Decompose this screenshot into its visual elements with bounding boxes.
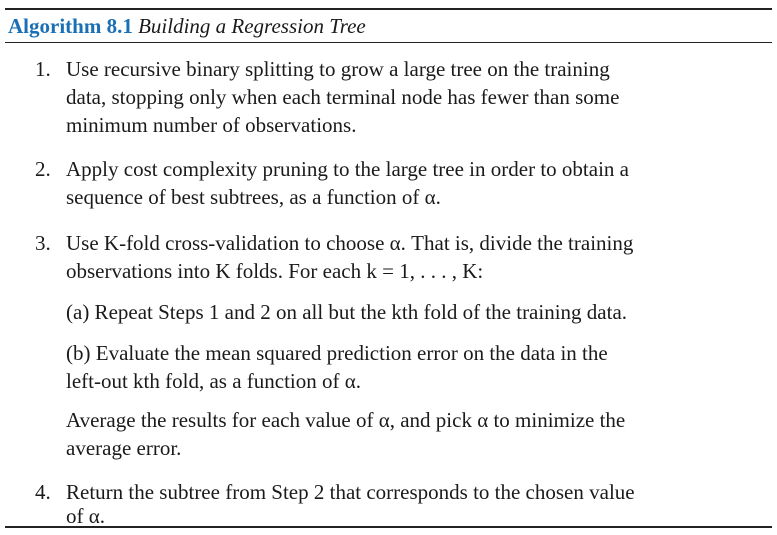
header-rule	[5, 42, 772, 43]
algorithm-tag: Algorithm 8.1	[8, 14, 133, 38]
step-2-line-1: Apply cost complexity pruning to the large tree in order to obtain a	[66, 157, 629, 181]
step-3a-line-1: (a) Repeat Steps 1 and 2 on all but the kth fold of the training data.	[66, 300, 628, 324]
step-1-line-3: minimum number of observations.	[66, 113, 357, 137]
step-3b-line-2: left-out kth fold, as a function of α.	[66, 369, 362, 393]
step-3-after-line-1: Average the results for each value of α, and pick α to minimize the	[66, 408, 626, 432]
bottom-rule	[5, 526, 772, 528]
step-3-number: 3.	[35, 231, 51, 255]
step-2-line-2: sequence of best subtrees, as a function of α.	[66, 185, 441, 209]
top-rule	[5, 8, 772, 10]
step-3-line-2: observations into K folds. For each k = 1, . . . , K:	[66, 259, 484, 283]
step-1-number: 1.	[35, 57, 51, 81]
step-3-after-line-2: average error.	[66, 436, 182, 460]
step-3b-line-1: (b) Evaluate the mean squared prediction error on the data in the	[66, 341, 608, 365]
step-4-line-1: Return the subtree from Step 2 that corresponds to the chosen value	[66, 480, 635, 504]
step-3-line-1: Use K-fold cross-validation to choose α. That is, divide the training	[66, 231, 634, 255]
algorithm-name: Building a Regression Tree	[138, 14, 366, 38]
algorithm-box	[5, 8, 772, 530]
step-4-line-2: of α.	[66, 504, 105, 528]
step-1-line-1: Use recursive binary splitting to grow a large tree on the training	[66, 57, 610, 81]
step-1-line-2: data, stopping only when each terminal node has fewer than some	[66, 85, 620, 109]
step-4-number: 4.	[35, 480, 51, 504]
step-2-number: 2.	[35, 157, 51, 181]
algorithm-header	[8, 13, 366, 39]
